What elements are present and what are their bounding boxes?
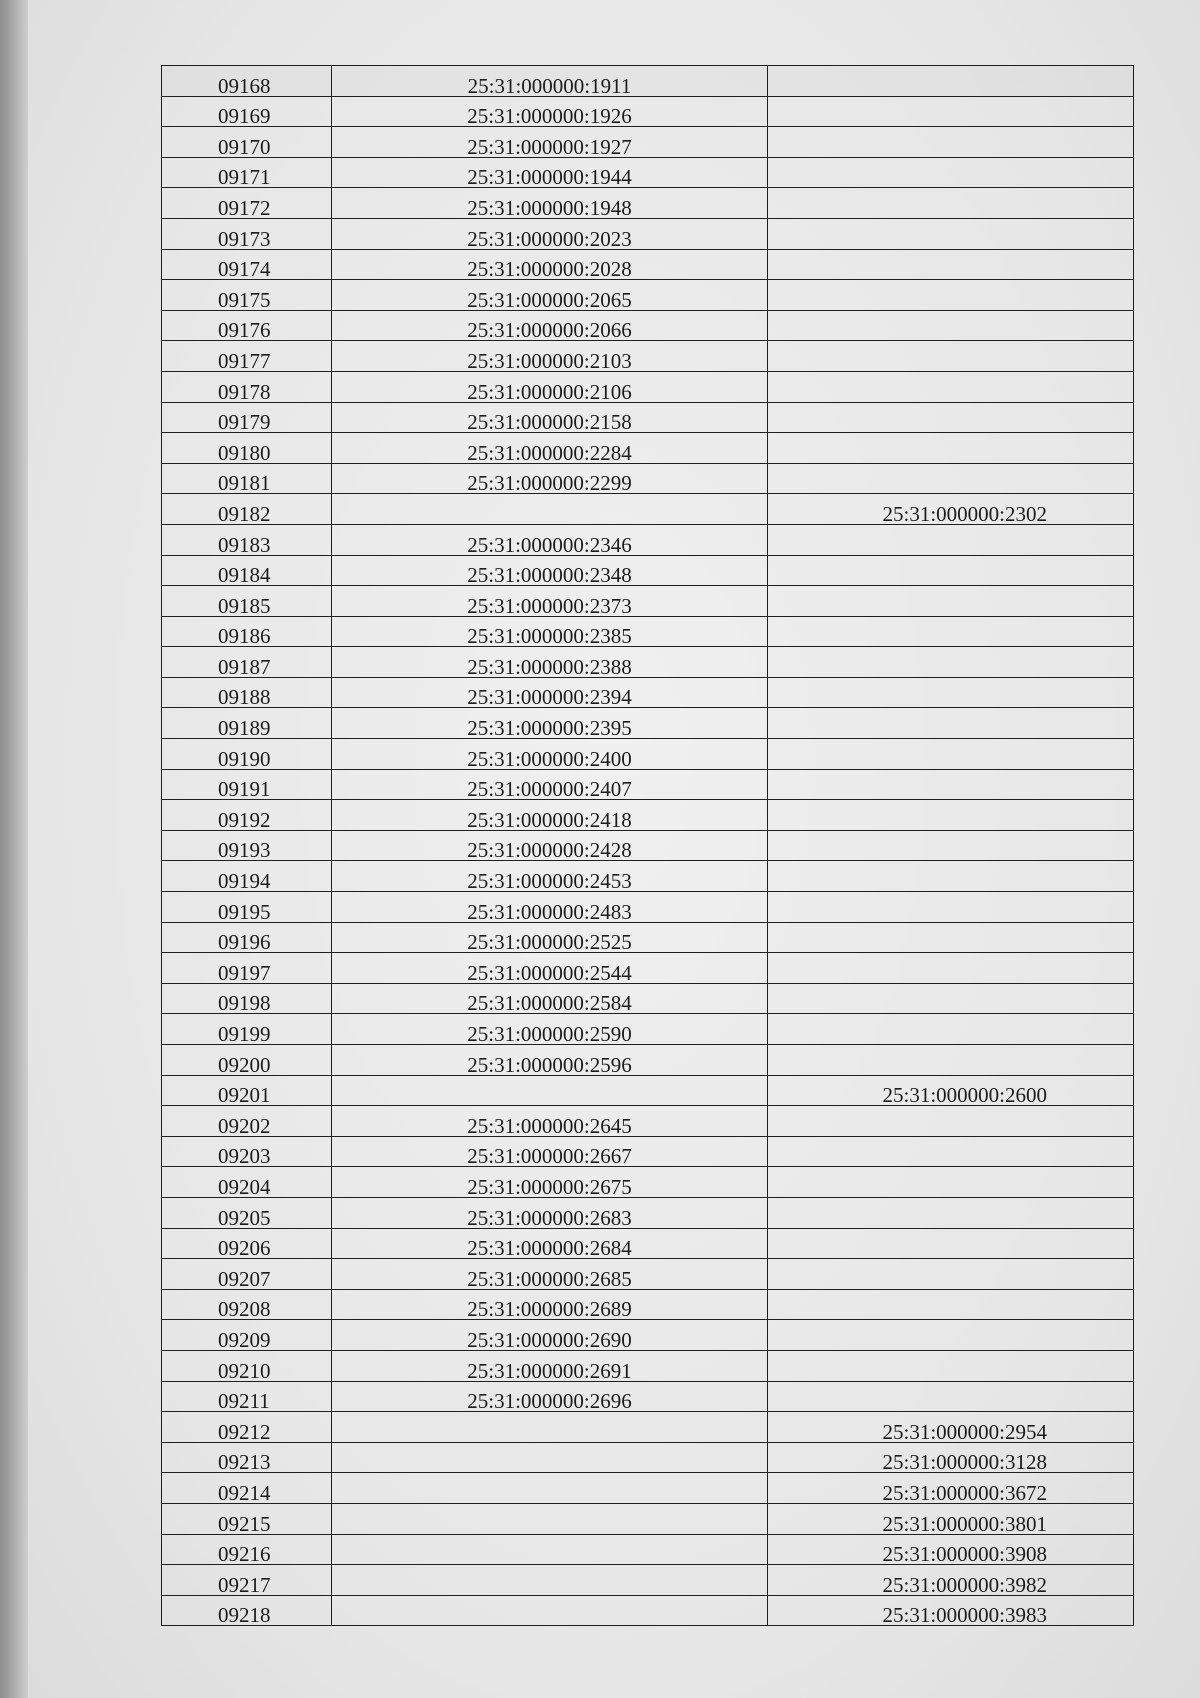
row-number-cell: 09190 (162, 739, 332, 770)
cadastral-number-cell-b (768, 708, 1134, 739)
cadastral-number-cell-b (768, 1350, 1134, 1381)
table-row (162, 830, 1134, 861)
table-row (162, 1412, 1134, 1443)
cadastral-number-cell-a: 25:31:000000:2690 (332, 1320, 768, 1351)
table-row (162, 953, 1134, 984)
row-number-cell: 09207 (162, 1259, 332, 1290)
cadastral-number-cell-a (332, 1565, 768, 1596)
table-row (162, 494, 1134, 525)
row-number-cell: 09198 (162, 983, 332, 1014)
table-row (162, 310, 1134, 341)
table-row (162, 1197, 1134, 1228)
scan-edge-shadow (0, 0, 28, 1698)
table-row (162, 371, 1134, 402)
table-row (162, 1167, 1134, 1198)
table-row (162, 1534, 1134, 1565)
row-number-cell: 09215 (162, 1503, 332, 1534)
table-row (162, 218, 1134, 249)
table-row (162, 524, 1134, 555)
row-number-cell: 09204 (162, 1167, 332, 1198)
cadastral-number-cell-b (768, 861, 1134, 892)
cadastral-number-cell-a: 25:31:000000:2675 (332, 1167, 768, 1198)
cadastral-number-cell-b (768, 218, 1134, 249)
table-row (162, 1289, 1134, 1320)
table-row (162, 739, 1134, 770)
table-row (162, 1320, 1134, 1351)
row-number-cell: 09174 (162, 249, 332, 280)
cadastral-number-cell-b: 25:31:000000:3801 (768, 1503, 1134, 1534)
cadastral-number-cell-b: 25:31:000000:2600 (768, 1075, 1134, 1106)
cadastral-number-cell-b (768, 1167, 1134, 1198)
cadastral-number-cell-b (768, 586, 1134, 617)
cadastral-number-cell-b (768, 433, 1134, 464)
cadastral-number-cell-a: 25:31:000000:1948 (332, 188, 768, 219)
cadastral-number-cell-a: 25:31:000000:2394 (332, 677, 768, 708)
cadastral-number-cell-a: 25:31:000000:2023 (332, 218, 768, 249)
cadastral-number-cell-a (332, 494, 768, 525)
row-number-cell: 09179 (162, 402, 332, 433)
cadastral-number-cell-b (768, 1381, 1134, 1412)
cadastral-number-cell-b (768, 555, 1134, 586)
cadastral-number-cell-a: 25:31:000000:2348 (332, 555, 768, 586)
table-row (162, 800, 1134, 831)
cadastral-number-cell-a (332, 1442, 768, 1473)
cadastral-number-cell-b (768, 1014, 1134, 1045)
cadastral-number-table (161, 65, 1134, 1626)
table-row (162, 1350, 1134, 1381)
row-number-cell: 09180 (162, 433, 332, 464)
cadastral-number-cell-b (768, 127, 1134, 158)
cadastral-number-cell-b (768, 310, 1134, 341)
table-row (162, 922, 1134, 953)
cadastral-number-cell-a: 25:31:000000:2385 (332, 616, 768, 647)
table-row (162, 249, 1134, 280)
row-number-cell: 09193 (162, 830, 332, 861)
cadastral-number-cell-b (768, 463, 1134, 494)
table-row (162, 1014, 1134, 1045)
cadastral-number-cell-b (768, 922, 1134, 953)
cadastral-number-cell-b (768, 800, 1134, 831)
cadastral-number-cell-a: 25:31:000000:2103 (332, 341, 768, 372)
cadastral-number-cell-a: 25:31:000000:2407 (332, 769, 768, 800)
table-row (162, 188, 1134, 219)
table-row (162, 341, 1134, 372)
cadastral-number-cell-a (332, 1473, 768, 1504)
cadastral-number-cell-a: 25:31:000000:2284 (332, 433, 768, 464)
row-number-cell: 09184 (162, 555, 332, 586)
cadastral-number-cell-a: 25:31:000000:2691 (332, 1350, 768, 1381)
row-number-cell: 09200 (162, 1045, 332, 1076)
row-number-cell: 09188 (162, 677, 332, 708)
table-row (162, 769, 1134, 800)
cadastral-number-cell-a: 25:31:000000:2689 (332, 1289, 768, 1320)
row-number-cell: 09216 (162, 1534, 332, 1565)
table-row (162, 1473, 1134, 1504)
cadastral-number-cell-b (768, 739, 1134, 770)
cadastral-number-cell-b (768, 616, 1134, 647)
cadastral-number-cell-a: 25:31:000000:2453 (332, 861, 768, 892)
cadastral-number-cell-b: 25:31:000000:3672 (768, 1473, 1134, 1504)
cadastral-number-cell-b (768, 1289, 1134, 1320)
table-row (162, 586, 1134, 617)
cadastral-number-cell-a (332, 1534, 768, 1565)
cadastral-number-cell-a: 25:31:000000:2525 (332, 922, 768, 953)
table-row (162, 127, 1134, 158)
cadastral-number-cell-b (768, 1136, 1134, 1167)
cadastral-number-cell-b: 25:31:000000:3982 (768, 1565, 1134, 1596)
cadastral-number-cell-b: 25:31:000000:2954 (768, 1412, 1134, 1443)
table-row (162, 1565, 1134, 1596)
table-row (162, 1503, 1134, 1534)
cadastral-number-cell-a: 25:31:000000:2158 (332, 402, 768, 433)
row-number-cell: 09209 (162, 1320, 332, 1351)
table-row (162, 66, 1134, 97)
cadastral-number-cell-a: 25:31:000000:2106 (332, 371, 768, 402)
row-number-cell: 09217 (162, 1565, 332, 1596)
cadastral-number-cell-a: 25:31:000000:2683 (332, 1197, 768, 1228)
table-row (162, 1228, 1134, 1259)
table-row (162, 1136, 1134, 1167)
row-number-cell: 09172 (162, 188, 332, 219)
row-number-cell: 09187 (162, 647, 332, 678)
cadastral-number-cell-a (332, 1075, 768, 1106)
row-number-cell: 09213 (162, 1442, 332, 1473)
row-number-cell: 09189 (162, 708, 332, 739)
cadastral-number-cell-b (768, 1259, 1134, 1290)
row-number-cell: 09194 (162, 861, 332, 892)
table-row (162, 616, 1134, 647)
table-row (162, 96, 1134, 127)
row-number-cell: 09169 (162, 96, 332, 127)
cadastral-number-cell-a: 25:31:000000:2584 (332, 983, 768, 1014)
table-row (162, 433, 1134, 464)
cadastral-number-cell-b (768, 830, 1134, 861)
row-number-cell: 09186 (162, 616, 332, 647)
row-number-cell: 09191 (162, 769, 332, 800)
table-row (162, 402, 1134, 433)
table-row (162, 1442, 1134, 1473)
cadastral-number-cell-a: 25:31:000000:2388 (332, 647, 768, 678)
cadastral-number-cell-b (768, 953, 1134, 984)
cadastral-number-cell-b (768, 341, 1134, 372)
cadastral-number-cell-b (768, 1228, 1134, 1259)
row-number-cell: 09214 (162, 1473, 332, 1504)
cadastral-number-cell-b (768, 1045, 1134, 1076)
cadastral-number-cell-b (768, 157, 1134, 188)
cadastral-number-cell-a: 25:31:000000:2483 (332, 892, 768, 923)
table-row (162, 983, 1134, 1014)
cadastral-number-cell-a: 25:31:000000:2544 (332, 953, 768, 984)
cadastral-number-cell-b (768, 66, 1134, 97)
table-row (162, 1075, 1134, 1106)
table-row (162, 1259, 1134, 1290)
cadastral-number-cell-a: 25:31:000000:2346 (332, 524, 768, 555)
cadastral-number-cell-b (768, 677, 1134, 708)
cadastral-number-cell-a: 25:31:000000:2400 (332, 739, 768, 770)
cadastral-number-cell-a: 25:31:000000:2684 (332, 1228, 768, 1259)
cadastral-number-cell-b (768, 1320, 1134, 1351)
row-number-cell: 09208 (162, 1289, 332, 1320)
cadastral-number-cell-a: 25:31:000000:2428 (332, 830, 768, 861)
cadastral-number-cell-a: 25:31:000000:2590 (332, 1014, 768, 1045)
cadastral-number-cell-b (768, 647, 1134, 678)
cadastral-number-cell-b (768, 1106, 1134, 1137)
table-body (162, 66, 1134, 1626)
cadastral-number-cell-b (768, 188, 1134, 219)
cadastral-number-cell-a: 25:31:000000:2066 (332, 310, 768, 341)
cadastral-number-cell-a: 25:31:000000:1911 (332, 66, 768, 97)
table-row (162, 463, 1134, 494)
row-number-cell: 09171 (162, 157, 332, 188)
table-row (162, 708, 1134, 739)
cadastral-number-cell-b (768, 96, 1134, 127)
table-row (162, 1381, 1134, 1412)
cadastral-number-cell-b: 25:31:000000:3128 (768, 1442, 1134, 1473)
table-row (162, 677, 1134, 708)
row-number-cell: 09195 (162, 892, 332, 923)
cadastral-number-cell-a (332, 1412, 768, 1443)
table-row (162, 1106, 1134, 1137)
cadastral-number-cell-a: 25:31:000000:2028 (332, 249, 768, 280)
row-number-cell: 09175 (162, 280, 332, 311)
table-row (162, 861, 1134, 892)
cadastral-number-cell-b (768, 249, 1134, 280)
cadastral-number-cell-a: 25:31:000000:2395 (332, 708, 768, 739)
cadastral-number-cell-b (768, 1197, 1134, 1228)
cadastral-number-cell-a (332, 1595, 768, 1626)
row-number-cell: 09196 (162, 922, 332, 953)
table-row (162, 555, 1134, 586)
cadastral-number-cell-b (768, 280, 1134, 311)
row-number-cell: 09212 (162, 1412, 332, 1443)
row-number-cell: 09170 (162, 127, 332, 158)
row-number-cell: 09192 (162, 800, 332, 831)
cadastral-number-cell-a: 25:31:000000:2667 (332, 1136, 768, 1167)
cadastral-number-cell-a (332, 1503, 768, 1534)
cadastral-number-cell-a: 25:31:000000:1926 (332, 96, 768, 127)
cadastral-number-cell-b (768, 983, 1134, 1014)
row-number-cell: 09218 (162, 1595, 332, 1626)
cadastral-number-cell-a: 25:31:000000:2065 (332, 280, 768, 311)
cadastral-number-cell-a: 25:31:000000:2373 (332, 586, 768, 617)
cadastral-number-cell-a: 25:31:000000:2645 (332, 1106, 768, 1137)
cadastral-number-cell-a: 25:31:000000:2685 (332, 1259, 768, 1290)
row-number-cell: 09182 (162, 494, 332, 525)
table-row (162, 647, 1134, 678)
table-row (162, 1045, 1134, 1076)
cadastral-number-cell-b (768, 769, 1134, 800)
row-number-cell: 09211 (162, 1381, 332, 1412)
row-number-cell: 09202 (162, 1106, 332, 1137)
cadastral-number-cell-b (768, 371, 1134, 402)
cadastral-number-cell-a: 25:31:000000:1927 (332, 127, 768, 158)
row-number-cell: 09183 (162, 524, 332, 555)
row-number-cell: 09206 (162, 1228, 332, 1259)
row-number-cell: 09210 (162, 1350, 332, 1381)
cadastral-number-cell-a: 25:31:000000:2696 (332, 1381, 768, 1412)
table-row (162, 157, 1134, 188)
row-number-cell: 09178 (162, 371, 332, 402)
row-number-cell: 09177 (162, 341, 332, 372)
cadastral-number-cell-a: 25:31:000000:2418 (332, 800, 768, 831)
cadastral-number-cell-b: 25:31:000000:2302 (768, 494, 1134, 525)
table-row (162, 892, 1134, 923)
row-number-cell: 09203 (162, 1136, 332, 1167)
row-number-cell: 09168 (162, 66, 332, 97)
row-number-cell: 09201 (162, 1075, 332, 1106)
row-number-cell: 09185 (162, 586, 332, 617)
cadastral-number-cell-b (768, 892, 1134, 923)
cadastral-number-cell-a: 25:31:000000:1944 (332, 157, 768, 188)
row-number-cell: 09199 (162, 1014, 332, 1045)
cadastral-number-cell-b (768, 524, 1134, 555)
row-number-cell: 09173 (162, 218, 332, 249)
row-number-cell: 09176 (162, 310, 332, 341)
row-number-cell: 09181 (162, 463, 332, 494)
cadastral-number-cell-a: 25:31:000000:2596 (332, 1045, 768, 1076)
table-row (162, 280, 1134, 311)
row-number-cell: 09197 (162, 953, 332, 984)
row-number-cell: 09205 (162, 1197, 332, 1228)
cadastral-number-cell-b: 25:31:000000:3908 (768, 1534, 1134, 1565)
table-row (162, 1595, 1134, 1626)
cadastral-number-cell-b (768, 402, 1134, 433)
cadastral-number-cell-b: 25:31:000000:3983 (768, 1595, 1134, 1626)
cadastral-number-cell-a: 25:31:000000:2299 (332, 463, 768, 494)
